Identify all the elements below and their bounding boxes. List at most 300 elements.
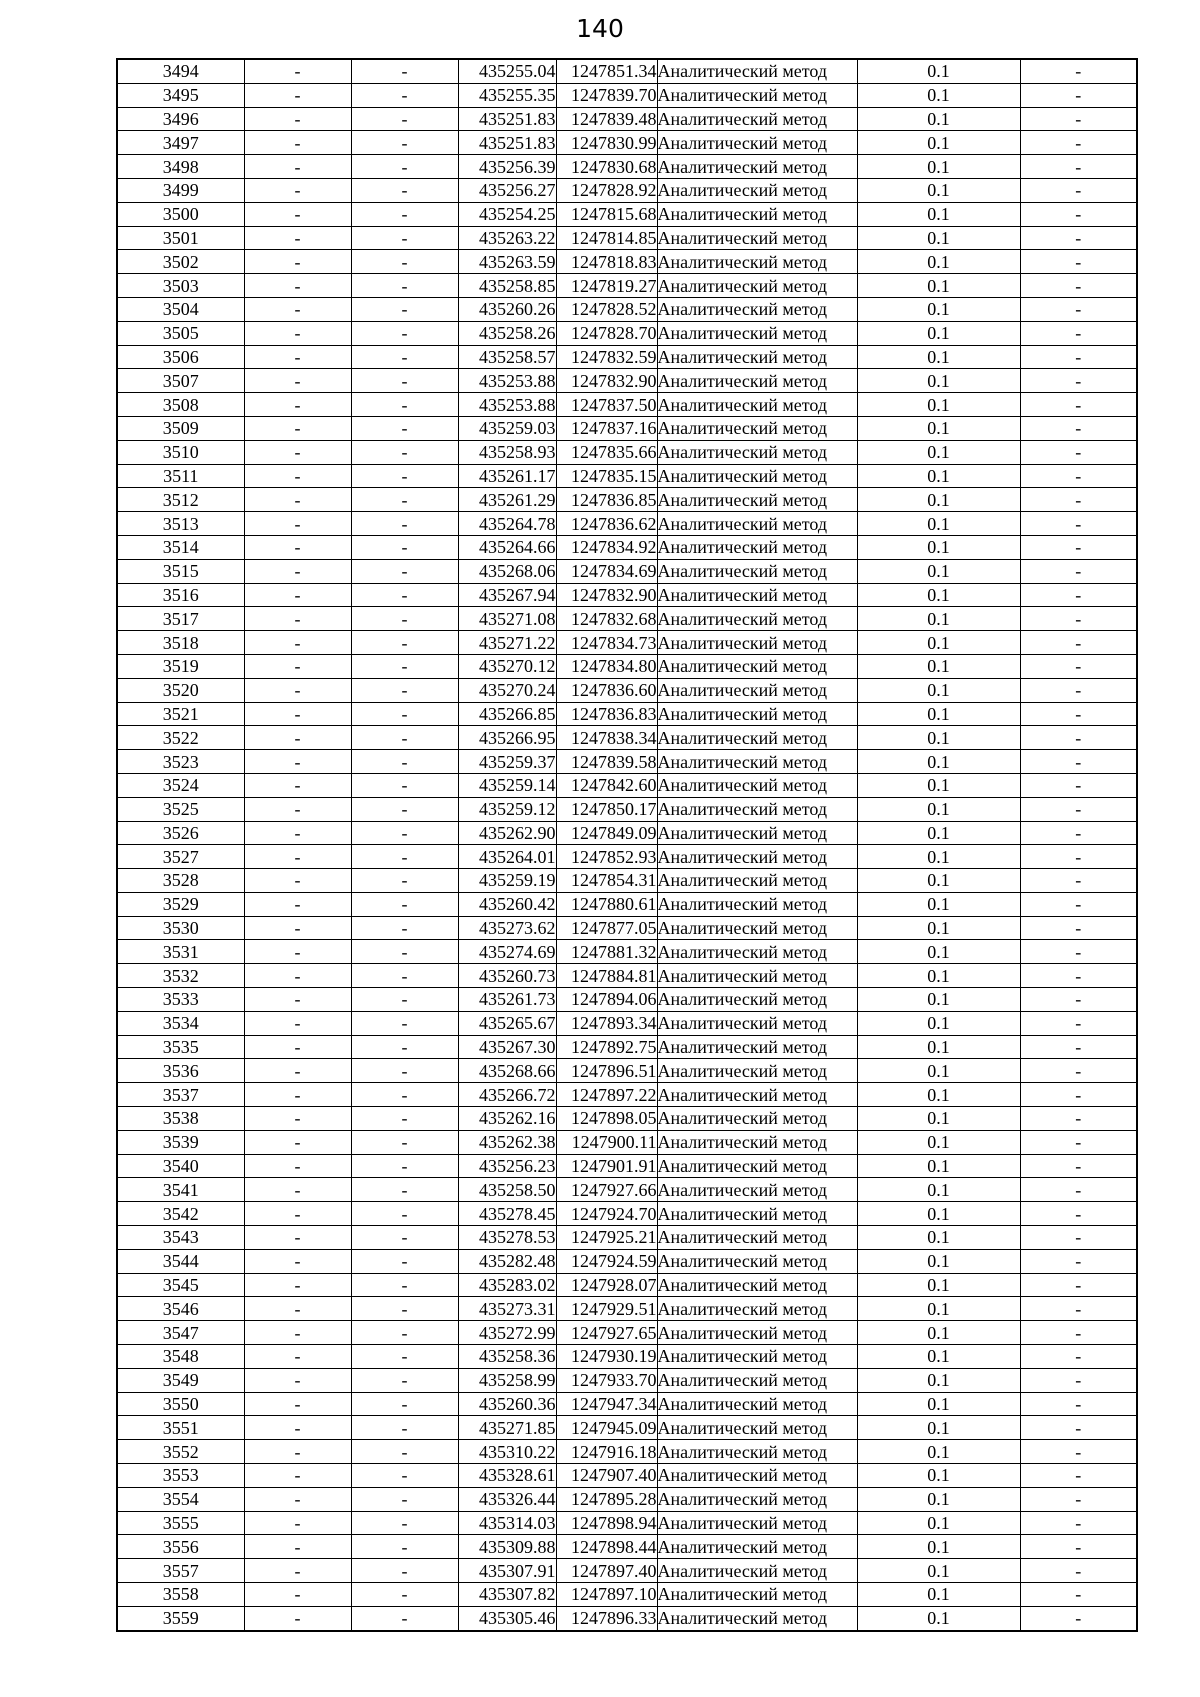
method-cell: Аналитический метод bbox=[657, 797, 857, 821]
description-cell: - bbox=[1020, 845, 1137, 869]
table-row bbox=[117, 821, 1137, 845]
old-y-cell: - bbox=[351, 1297, 458, 1321]
x-coordinate-cell: 435255.35 bbox=[458, 83, 556, 107]
x-coordinate-cell: 435264.01 bbox=[458, 845, 556, 869]
table-row bbox=[117, 1249, 1137, 1273]
x-coordinate-cell: 435314.03 bbox=[458, 1511, 556, 1535]
method-cell: Аналитический метод bbox=[657, 393, 857, 417]
y-coordinate-cell: 1247898.94 bbox=[556, 1511, 657, 1535]
point-number-cell: 3529 bbox=[117, 892, 244, 916]
table-row bbox=[117, 940, 1137, 964]
x-coordinate-cell: 435267.30 bbox=[458, 1035, 556, 1059]
accuracy-cell: 0.1 bbox=[857, 1011, 1020, 1035]
point-number-cell: 3526 bbox=[117, 821, 244, 845]
method-cell: Аналитический метод bbox=[657, 250, 857, 274]
table-row bbox=[117, 1464, 1137, 1488]
old-x-cell: - bbox=[244, 821, 351, 845]
y-coordinate-cell: 1247898.05 bbox=[556, 1107, 657, 1131]
method-cell: Аналитический метод bbox=[657, 654, 857, 678]
description-cell: - bbox=[1020, 821, 1137, 845]
table-row bbox=[117, 1440, 1137, 1464]
old-y-cell: - bbox=[351, 274, 458, 298]
method-cell: Аналитический метод bbox=[657, 1535, 857, 1559]
old-y-cell: - bbox=[351, 1154, 458, 1178]
old-y-cell: - bbox=[351, 583, 458, 607]
method-cell: Аналитический метод bbox=[657, 1249, 857, 1273]
old-x-cell: - bbox=[244, 773, 351, 797]
old-y-cell: - bbox=[351, 1511, 458, 1535]
table-row bbox=[117, 83, 1137, 107]
old-y-cell: - bbox=[351, 416, 458, 440]
old-x-cell: - bbox=[244, 1249, 351, 1273]
old-x-cell: - bbox=[244, 178, 351, 202]
description-cell: - bbox=[1020, 440, 1137, 464]
description-cell: - bbox=[1020, 1249, 1137, 1273]
point-number-cell: 3520 bbox=[117, 678, 244, 702]
accuracy-cell: 0.1 bbox=[857, 1107, 1020, 1131]
page-number: 140 bbox=[576, 14, 624, 43]
y-coordinate-cell: 1247881.32 bbox=[556, 940, 657, 964]
table-row bbox=[117, 440, 1137, 464]
point-number-cell: 3512 bbox=[117, 488, 244, 512]
old-y-cell: - bbox=[351, 1273, 458, 1297]
accuracy-cell: 0.1 bbox=[857, 678, 1020, 702]
method-cell: Аналитический метод bbox=[657, 369, 857, 393]
description-cell: - bbox=[1020, 1321, 1137, 1345]
old-y-cell: - bbox=[351, 488, 458, 512]
description-cell: - bbox=[1020, 1440, 1137, 1464]
old-y-cell: - bbox=[351, 535, 458, 559]
method-cell: Аналитический метод bbox=[657, 750, 857, 774]
point-number-cell: 3548 bbox=[117, 1345, 244, 1369]
method-cell: Аналитический метод bbox=[657, 1464, 857, 1488]
old-x-cell: - bbox=[244, 1606, 351, 1630]
table-row bbox=[117, 1059, 1137, 1083]
old-x-cell: - bbox=[244, 369, 351, 393]
y-coordinate-cell: 1247834.73 bbox=[556, 631, 657, 655]
point-number-cell: 3559 bbox=[117, 1606, 244, 1630]
table-row bbox=[117, 726, 1137, 750]
old-x-cell: - bbox=[244, 250, 351, 274]
description-cell: - bbox=[1020, 654, 1137, 678]
table-row bbox=[117, 1392, 1137, 1416]
accuracy-cell: 0.1 bbox=[857, 393, 1020, 417]
point-number-cell: 3535 bbox=[117, 1035, 244, 1059]
method-cell: Аналитический метод bbox=[657, 726, 857, 750]
point-number-cell: 3518 bbox=[117, 631, 244, 655]
old-x-cell: - bbox=[244, 1178, 351, 1202]
old-y-cell: - bbox=[351, 250, 458, 274]
accuracy-cell: 0.1 bbox=[857, 988, 1020, 1012]
description-cell: - bbox=[1020, 1535, 1137, 1559]
accuracy-cell: 0.1 bbox=[857, 607, 1020, 631]
x-coordinate-cell: 435261.29 bbox=[458, 488, 556, 512]
accuracy-cell: 0.1 bbox=[857, 107, 1020, 131]
point-number-cell: 3510 bbox=[117, 440, 244, 464]
accuracy-cell: 0.1 bbox=[857, 488, 1020, 512]
old-y-cell: - bbox=[351, 393, 458, 417]
old-y-cell: - bbox=[351, 1345, 458, 1369]
old-y-cell: - bbox=[351, 702, 458, 726]
x-coordinate-cell: 435258.36 bbox=[458, 1345, 556, 1369]
method-cell: Аналитический метод bbox=[657, 1511, 857, 1535]
x-coordinate-cell: 435278.45 bbox=[458, 1202, 556, 1226]
method-cell: Аналитический метод bbox=[657, 107, 857, 131]
y-coordinate-cell: 1247933.70 bbox=[556, 1368, 657, 1392]
accuracy-cell: 0.1 bbox=[857, 1226, 1020, 1250]
y-coordinate-cell: 1247839.70 bbox=[556, 83, 657, 107]
y-coordinate-cell: 1247884.81 bbox=[556, 964, 657, 988]
table-row bbox=[117, 797, 1137, 821]
old-y-cell: - bbox=[351, 321, 458, 345]
method-cell: Аналитический метод bbox=[657, 1368, 857, 1392]
old-y-cell: - bbox=[351, 1249, 458, 1273]
y-coordinate-cell: 1247880.61 bbox=[556, 892, 657, 916]
method-cell: Аналитический метод bbox=[657, 83, 857, 107]
x-coordinate-cell: 435263.59 bbox=[458, 250, 556, 274]
accuracy-cell: 0.1 bbox=[857, 1583, 1020, 1607]
description-cell: - bbox=[1020, 464, 1137, 488]
x-coordinate-cell: 435282.48 bbox=[458, 1249, 556, 1273]
point-number-cell: 3532 bbox=[117, 964, 244, 988]
point-number-cell: 3524 bbox=[117, 773, 244, 797]
point-number-cell: 3553 bbox=[117, 1464, 244, 1488]
old-x-cell: - bbox=[244, 1297, 351, 1321]
description-cell: - bbox=[1020, 1273, 1137, 1297]
accuracy-cell: 0.1 bbox=[857, 226, 1020, 250]
y-coordinate-cell: 1247892.75 bbox=[556, 1035, 657, 1059]
point-number-cell: 3519 bbox=[117, 654, 244, 678]
old-y-cell: - bbox=[351, 1583, 458, 1607]
table-row bbox=[117, 178, 1137, 202]
accuracy-cell: 0.1 bbox=[857, 654, 1020, 678]
x-coordinate-cell: 435262.90 bbox=[458, 821, 556, 845]
accuracy-cell: 0.1 bbox=[857, 1606, 1020, 1630]
table-row bbox=[117, 1511, 1137, 1535]
old-x-cell: - bbox=[244, 1416, 351, 1440]
accuracy-cell: 0.1 bbox=[857, 1273, 1020, 1297]
point-number-cell: 3504 bbox=[117, 297, 244, 321]
old-y-cell: - bbox=[351, 1321, 458, 1345]
table-row bbox=[117, 274, 1137, 298]
x-coordinate-cell: 435259.03 bbox=[458, 416, 556, 440]
y-coordinate-cell: 1247835.66 bbox=[556, 440, 657, 464]
y-coordinate-cell: 1247849.09 bbox=[556, 821, 657, 845]
old-x-cell: - bbox=[244, 1583, 351, 1607]
description-cell: - bbox=[1020, 1035, 1137, 1059]
x-coordinate-cell: 435258.99 bbox=[458, 1368, 556, 1392]
table-row bbox=[117, 607, 1137, 631]
table-row bbox=[117, 1154, 1137, 1178]
description-cell: - bbox=[1020, 1154, 1137, 1178]
x-coordinate-cell: 435261.73 bbox=[458, 988, 556, 1012]
description-cell: - bbox=[1020, 631, 1137, 655]
description-cell: - bbox=[1020, 940, 1137, 964]
old-y-cell: - bbox=[351, 892, 458, 916]
x-coordinate-cell: 435272.99 bbox=[458, 1321, 556, 1345]
x-coordinate-cell: 435259.37 bbox=[458, 750, 556, 774]
point-number-cell: 3500 bbox=[117, 202, 244, 226]
point-number-cell: 3554 bbox=[117, 1487, 244, 1511]
y-coordinate-cell: 1247924.59 bbox=[556, 1249, 657, 1273]
old-y-cell: - bbox=[351, 940, 458, 964]
y-coordinate-cell: 1247828.52 bbox=[556, 297, 657, 321]
x-coordinate-cell: 435326.44 bbox=[458, 1487, 556, 1511]
old-y-cell: - bbox=[351, 226, 458, 250]
method-cell: Аналитический метод bbox=[657, 1178, 857, 1202]
old-y-cell: - bbox=[351, 512, 458, 536]
table-row bbox=[117, 1416, 1137, 1440]
accuracy-cell: 0.1 bbox=[857, 940, 1020, 964]
accuracy-cell: 0.1 bbox=[857, 1487, 1020, 1511]
point-number-cell: 3539 bbox=[117, 1130, 244, 1154]
description-cell: - bbox=[1020, 345, 1137, 369]
old-x-cell: - bbox=[244, 869, 351, 893]
description-cell: - bbox=[1020, 1297, 1137, 1321]
y-coordinate-cell: 1247929.51 bbox=[556, 1297, 657, 1321]
accuracy-cell: 0.1 bbox=[857, 1297, 1020, 1321]
method-cell: Аналитический метод bbox=[657, 1107, 857, 1131]
old-x-cell: - bbox=[244, 845, 351, 869]
old-y-cell: - bbox=[351, 773, 458, 797]
description-cell: - bbox=[1020, 607, 1137, 631]
method-cell: Аналитический метод bbox=[657, 535, 857, 559]
accuracy-cell: 0.1 bbox=[857, 1059, 1020, 1083]
method-cell: Аналитический метод bbox=[657, 1297, 857, 1321]
old-y-cell: - bbox=[351, 916, 458, 940]
point-number-cell: 3538 bbox=[117, 1107, 244, 1131]
description-cell: - bbox=[1020, 274, 1137, 298]
accuracy-cell: 0.1 bbox=[857, 1345, 1020, 1369]
accuracy-cell: 0.1 bbox=[857, 702, 1020, 726]
accuracy-cell: 0.1 bbox=[857, 369, 1020, 393]
old-x-cell: - bbox=[244, 797, 351, 821]
table-row bbox=[117, 559, 1137, 583]
point-number-cell: 3551 bbox=[117, 1416, 244, 1440]
x-coordinate-cell: 435258.50 bbox=[458, 1178, 556, 1202]
method-cell: Аналитический метод bbox=[657, 178, 857, 202]
accuracy-cell: 0.1 bbox=[857, 1368, 1020, 1392]
old-y-cell: - bbox=[351, 631, 458, 655]
y-coordinate-cell: 1247837.50 bbox=[556, 393, 657, 417]
description-cell: - bbox=[1020, 1464, 1137, 1488]
description-cell: - bbox=[1020, 1559, 1137, 1583]
old-y-cell: - bbox=[351, 1559, 458, 1583]
y-coordinate-cell: 1247836.60 bbox=[556, 678, 657, 702]
point-number-cell: 3521 bbox=[117, 702, 244, 726]
old-x-cell: - bbox=[244, 702, 351, 726]
x-coordinate-cell: 435268.06 bbox=[458, 559, 556, 583]
description-cell: - bbox=[1020, 1107, 1137, 1131]
point-number-cell: 3497 bbox=[117, 131, 244, 155]
description-cell: - bbox=[1020, 1226, 1137, 1250]
point-number-cell: 3507 bbox=[117, 369, 244, 393]
accuracy-cell: 0.1 bbox=[857, 773, 1020, 797]
description-cell: - bbox=[1020, 369, 1137, 393]
old-x-cell: - bbox=[244, 464, 351, 488]
old-y-cell: - bbox=[351, 464, 458, 488]
table-row bbox=[117, 512, 1137, 536]
old-x-cell: - bbox=[244, 297, 351, 321]
coordinates-table bbox=[116, 58, 1138, 1632]
x-coordinate-cell: 435259.14 bbox=[458, 773, 556, 797]
old-y-cell: - bbox=[351, 821, 458, 845]
table-row bbox=[117, 464, 1137, 488]
table-row bbox=[117, 1321, 1137, 1345]
old-y-cell: - bbox=[351, 869, 458, 893]
description-cell: - bbox=[1020, 226, 1137, 250]
x-coordinate-cell: 435253.88 bbox=[458, 393, 556, 417]
description-cell: - bbox=[1020, 131, 1137, 155]
old-x-cell: - bbox=[244, 1226, 351, 1250]
point-number-cell: 3534 bbox=[117, 1011, 244, 1035]
method-cell: Аналитический метод bbox=[657, 512, 857, 536]
y-coordinate-cell: 1247901.91 bbox=[556, 1154, 657, 1178]
old-x-cell: - bbox=[244, 535, 351, 559]
table-row bbox=[117, 916, 1137, 940]
x-coordinate-cell: 435258.93 bbox=[458, 440, 556, 464]
old-x-cell: - bbox=[244, 892, 351, 916]
old-x-cell: - bbox=[244, 1059, 351, 1083]
old-y-cell: - bbox=[351, 107, 458, 131]
accuracy-cell: 0.1 bbox=[857, 1464, 1020, 1488]
y-coordinate-cell: 1247945.09 bbox=[556, 1416, 657, 1440]
description-cell: - bbox=[1020, 583, 1137, 607]
accuracy-cell: 0.1 bbox=[857, 1392, 1020, 1416]
x-coordinate-cell: 435283.02 bbox=[458, 1273, 556, 1297]
old-y-cell: - bbox=[351, 1440, 458, 1464]
old-x-cell: - bbox=[244, 321, 351, 345]
x-coordinate-cell: 435266.85 bbox=[458, 702, 556, 726]
old-x-cell: - bbox=[244, 1083, 351, 1107]
x-coordinate-cell: 435259.19 bbox=[458, 869, 556, 893]
description-cell: - bbox=[1020, 1606, 1137, 1630]
table-row bbox=[117, 1178, 1137, 1202]
old-x-cell: - bbox=[244, 750, 351, 774]
y-coordinate-cell: 1247893.34 bbox=[556, 1011, 657, 1035]
y-coordinate-cell: 1247898.44 bbox=[556, 1535, 657, 1559]
description-cell: - bbox=[1020, 1130, 1137, 1154]
x-coordinate-cell: 435262.16 bbox=[458, 1107, 556, 1131]
table-row bbox=[117, 1035, 1137, 1059]
table-row bbox=[117, 1226, 1137, 1250]
accuracy-cell: 0.1 bbox=[857, 964, 1020, 988]
y-coordinate-cell: 1247851.34 bbox=[556, 59, 657, 83]
x-coordinate-cell: 435260.36 bbox=[458, 1392, 556, 1416]
description-cell: - bbox=[1020, 1416, 1137, 1440]
accuracy-cell: 0.1 bbox=[857, 83, 1020, 107]
description-cell: - bbox=[1020, 1083, 1137, 1107]
table-row bbox=[117, 1130, 1137, 1154]
accuracy-cell: 0.1 bbox=[857, 797, 1020, 821]
table-row bbox=[117, 1606, 1137, 1630]
old-y-cell: - bbox=[351, 1416, 458, 1440]
point-number-cell: 3525 bbox=[117, 797, 244, 821]
accuracy-cell: 0.1 bbox=[857, 845, 1020, 869]
old-x-cell: - bbox=[244, 654, 351, 678]
method-cell: Аналитический метод bbox=[657, 1440, 857, 1464]
method-cell: Аналитический метод bbox=[657, 226, 857, 250]
accuracy-cell: 0.1 bbox=[857, 345, 1020, 369]
old-x-cell: - bbox=[244, 583, 351, 607]
point-number-cell: 3544 bbox=[117, 1249, 244, 1273]
method-cell: Аналитический метод bbox=[657, 1083, 857, 1107]
old-x-cell: - bbox=[244, 1487, 351, 1511]
x-coordinate-cell: 435256.39 bbox=[458, 155, 556, 179]
description-cell: - bbox=[1020, 750, 1137, 774]
x-coordinate-cell: 435271.85 bbox=[458, 1416, 556, 1440]
description-cell: - bbox=[1020, 535, 1137, 559]
table-row bbox=[117, 250, 1137, 274]
table-row bbox=[117, 535, 1137, 559]
x-coordinate-cell: 435260.73 bbox=[458, 964, 556, 988]
x-coordinate-cell: 435260.26 bbox=[458, 297, 556, 321]
y-coordinate-cell: 1247930.19 bbox=[556, 1345, 657, 1369]
accuracy-cell: 0.1 bbox=[857, 892, 1020, 916]
accuracy-cell: 0.1 bbox=[857, 916, 1020, 940]
method-cell: Аналитический метод bbox=[657, 1202, 857, 1226]
y-coordinate-cell: 1247839.58 bbox=[556, 750, 657, 774]
table-row bbox=[117, 1107, 1137, 1131]
table-row bbox=[117, 964, 1137, 988]
point-number-cell: 3523 bbox=[117, 750, 244, 774]
table-row bbox=[117, 369, 1137, 393]
old-x-cell: - bbox=[244, 1154, 351, 1178]
point-number-cell: 3541 bbox=[117, 1178, 244, 1202]
method-cell: Аналитический метод bbox=[657, 297, 857, 321]
y-coordinate-cell: 1247834.92 bbox=[556, 535, 657, 559]
point-number-cell: 3505 bbox=[117, 321, 244, 345]
accuracy-cell: 0.1 bbox=[857, 131, 1020, 155]
description-cell: - bbox=[1020, 726, 1137, 750]
method-cell: Аналитический метод bbox=[657, 1487, 857, 1511]
old-x-cell: - bbox=[244, 226, 351, 250]
x-coordinate-cell: 435251.83 bbox=[458, 131, 556, 155]
accuracy-cell: 0.1 bbox=[857, 1130, 1020, 1154]
old-y-cell: - bbox=[351, 559, 458, 583]
method-cell: Аналитический метод bbox=[657, 702, 857, 726]
y-coordinate-cell: 1247852.93 bbox=[556, 845, 657, 869]
point-number-cell: 3494 bbox=[117, 59, 244, 83]
y-coordinate-cell: 1247838.34 bbox=[556, 726, 657, 750]
table-row bbox=[117, 1273, 1137, 1297]
point-number-cell: 3515 bbox=[117, 559, 244, 583]
table-row bbox=[117, 345, 1137, 369]
description-cell: - bbox=[1020, 1178, 1137, 1202]
description-cell: - bbox=[1020, 1487, 1137, 1511]
accuracy-cell: 0.1 bbox=[857, 1178, 1020, 1202]
point-number-cell: 3556 bbox=[117, 1535, 244, 1559]
method-cell: Аналитический метод bbox=[657, 1011, 857, 1035]
x-coordinate-cell: 435255.04 bbox=[458, 59, 556, 83]
y-coordinate-cell: 1247927.65 bbox=[556, 1321, 657, 1345]
table-row bbox=[117, 1559, 1137, 1583]
description-cell: - bbox=[1020, 59, 1137, 83]
table-row bbox=[117, 1535, 1137, 1559]
point-number-cell: 3501 bbox=[117, 226, 244, 250]
point-number-cell: 3552 bbox=[117, 1440, 244, 1464]
accuracy-cell: 0.1 bbox=[857, 440, 1020, 464]
accuracy-cell: 0.1 bbox=[857, 274, 1020, 298]
y-coordinate-cell: 1247837.16 bbox=[556, 416, 657, 440]
old-x-cell: - bbox=[244, 512, 351, 536]
accuracy-cell: 0.1 bbox=[857, 321, 1020, 345]
y-coordinate-cell: 1247832.59 bbox=[556, 345, 657, 369]
description-cell: - bbox=[1020, 702, 1137, 726]
old-x-cell: - bbox=[244, 1130, 351, 1154]
table-row bbox=[117, 773, 1137, 797]
x-coordinate-cell: 435262.38 bbox=[458, 1130, 556, 1154]
